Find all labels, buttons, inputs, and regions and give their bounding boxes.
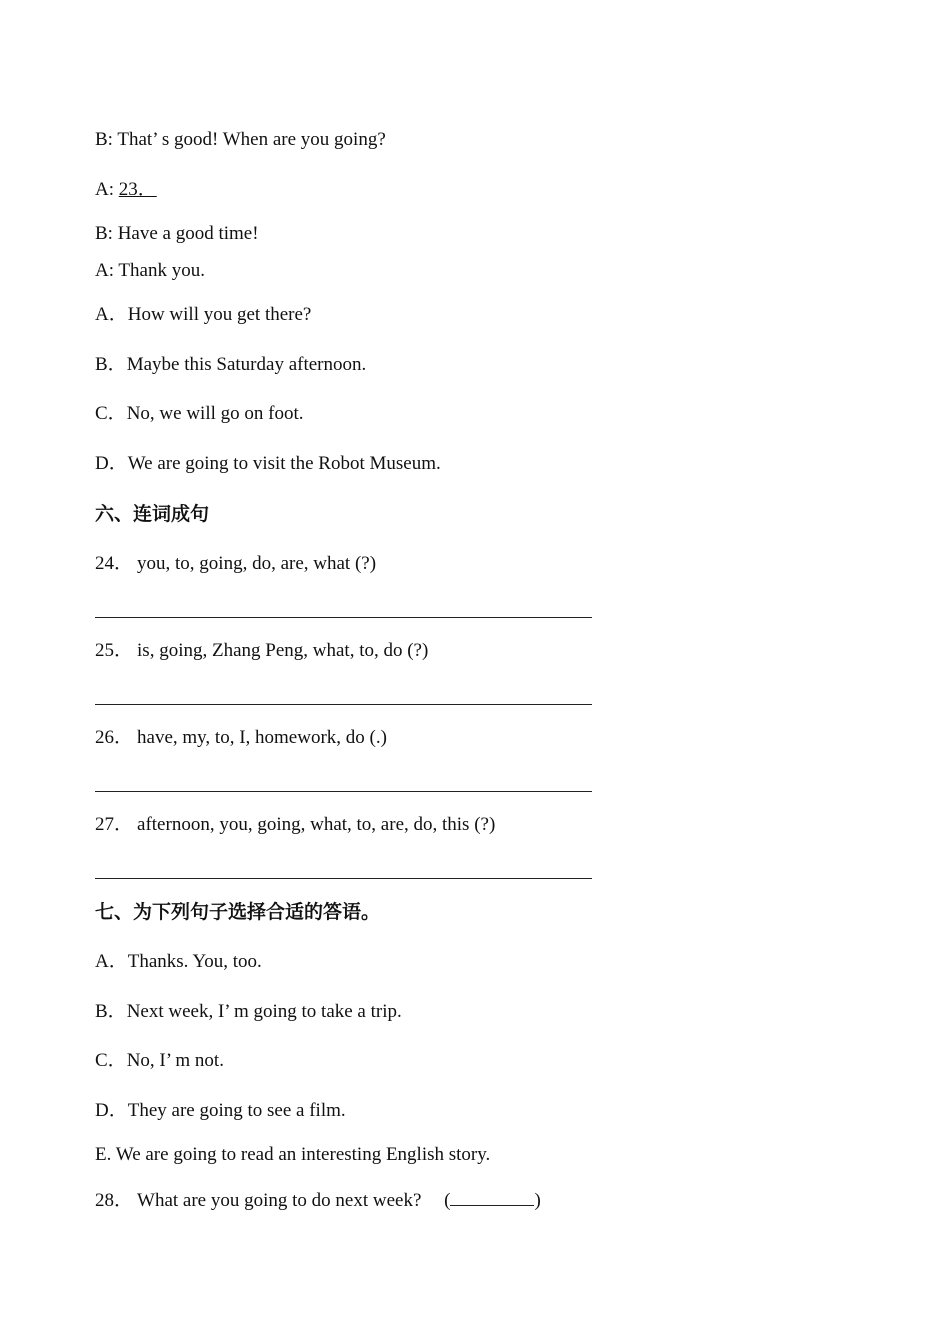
question-26: [95, 726, 387, 750]
answer-line-27[interactable]: [95, 878, 592, 879]
dialogue-line-2: [95, 178, 157, 202]
dialogue-text: Thank you.: [118, 260, 205, 281]
speaker: B:: [95, 129, 113, 150]
question-text: is, going, Zhang Peng, what, to, do (?): [137, 640, 429, 661]
question-text: afternoon, you, going, what, to, are, do, this (?): [137, 814, 496, 835]
answer-blank-23: 23．: [118, 179, 157, 200]
speaker: A:: [95, 260, 114, 281]
answer-line-26[interactable]: [95, 791, 592, 792]
option-letter: C．: [95, 1050, 127, 1071]
option-text: No, I’ m not.: [126, 1050, 224, 1071]
option-d: [95, 452, 441, 476]
question-number: 24．: [95, 553, 134, 574]
option-text: Maybe this Saturday afternoon.: [126, 354, 367, 375]
paren-open: (: [444, 1190, 451, 1211]
option-text: They are going to see a film.: [127, 1100, 346, 1121]
s7-option-e: [95, 1143, 490, 1167]
option-letter: D．: [95, 1100, 128, 1121]
dialogue-text: Have a good time!: [117, 223, 259, 244]
question-25: [95, 639, 428, 663]
question-24: [95, 552, 376, 576]
option-text: Next week, I’ m going to take a trip.: [126, 1001, 402, 1022]
section-7-heading: 七、为下列句子选择合适的答语。: [95, 901, 381, 923]
question-28: [95, 1187, 541, 1213]
option-text: Thanks. You, too.: [127, 951, 262, 972]
section-6-heading: 六、连词成句: [95, 503, 210, 525]
option-text: We are going to read an interesting English story.: [115, 1144, 491, 1165]
option-letter: B．: [95, 1001, 127, 1022]
s7-option-a: [95, 950, 262, 974]
option-letter: D．: [95, 453, 128, 474]
answer-line-24[interactable]: [95, 617, 592, 618]
option-c: [95, 402, 303, 426]
answer-blank-28[interactable]: [450, 1187, 534, 1206]
dialogue-line-4: [95, 259, 205, 283]
question-number: 27．: [95, 814, 134, 835]
option-text: How will you get there?: [127, 304, 312, 325]
option-letter: B．: [95, 354, 127, 375]
answer-line-25[interactable]: [95, 704, 592, 705]
question-27: [95, 813, 495, 837]
question-number: 28．: [95, 1190, 134, 1211]
option-text: We are going to visit the Robot Museum.: [127, 453, 441, 474]
speaker: B:: [95, 223, 113, 244]
option-letter: A．: [95, 951, 128, 972]
dialogue-text: That’ s good! When are you going?: [117, 129, 386, 150]
option-b: [95, 353, 366, 377]
dialogue-line-1: [95, 128, 386, 152]
question-text: you, to, going, do, are, what (?): [137, 553, 377, 574]
dialogue-line-3: [95, 222, 259, 246]
speaker: A:: [95, 179, 114, 200]
option-a: [95, 303, 311, 327]
s7-option-b: [95, 1000, 402, 1024]
question-number: 26．: [95, 727, 134, 748]
question-number: 25．: [95, 640, 134, 661]
question-text: What are you going to do next week?: [137, 1190, 422, 1211]
option-text: No, we will go on foot.: [126, 403, 304, 424]
option-letter: A．: [95, 304, 128, 325]
s7-option-c: [95, 1049, 224, 1073]
s7-option-d: [95, 1099, 346, 1123]
option-letter: E.: [95, 1144, 112, 1165]
paren-close: ): [534, 1190, 541, 1211]
option-letter: C．: [95, 403, 127, 424]
question-text: have, my, to, I, homework, do (.): [137, 727, 387, 748]
